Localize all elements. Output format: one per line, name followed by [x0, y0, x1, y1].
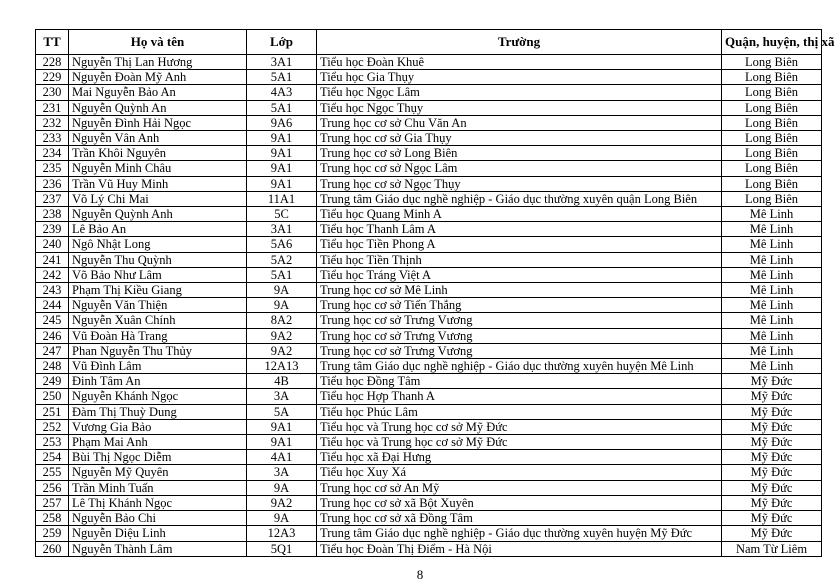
row-number: 250 — [36, 389, 69, 404]
class-cell: 5A1 — [247, 267, 317, 282]
header-name: Họ và tên — [69, 30, 247, 55]
class-cell: 9A2 — [247, 343, 317, 358]
table-row — [36, 70, 822, 85]
school-cell: Trung tâm Giáo dục nghề nghiệp - Giáo dục thường xuyên huyện Mỹ Đức — [317, 526, 722, 541]
school-cell: Trung học cơ sở xã Đồng Tâm — [317, 511, 722, 526]
school-cell: Tiểu học Quang Minh A — [317, 207, 722, 222]
row-number: 252 — [36, 419, 69, 434]
school-cell: Tiểu học Ngọc Lâm — [317, 85, 722, 100]
class-cell: 5Q1 — [247, 541, 317, 556]
class-cell: 5C — [247, 207, 317, 222]
row-number: 259 — [36, 526, 69, 541]
class-cell: 3A1 — [247, 55, 317, 70]
district-cell: Mỹ Đức — [722, 435, 822, 450]
district-cell: Mê Linh — [722, 237, 822, 252]
table-row — [36, 495, 822, 510]
student-name: Lê Thị Khánh Ngọc — [69, 495, 247, 510]
district-cell: Mỹ Đức — [722, 526, 822, 541]
school-cell: Trung tâm Giáo dục nghề nghiệp - Giáo dục thường xuyên quận Long Biên — [317, 191, 722, 206]
district-cell: Mỹ Đức — [722, 450, 822, 465]
table-row — [36, 161, 822, 176]
table-row — [36, 298, 822, 313]
student-name: Nguyễn Diệu Linh — [69, 526, 247, 541]
district-cell: Mê Linh — [722, 313, 822, 328]
table-row — [36, 541, 822, 556]
school-cell: Tiểu học và Trung học cơ sở Mỹ Đức — [317, 435, 722, 450]
district-cell: Mỹ Đức — [722, 495, 822, 510]
row-number: 241 — [36, 252, 69, 267]
class-cell: 4A1 — [247, 450, 317, 465]
table-row — [36, 435, 822, 450]
row-number: 255 — [36, 465, 69, 480]
district-cell: Mỹ Đức — [722, 404, 822, 419]
student-name: Phạm Mai Anh — [69, 435, 247, 450]
table-row — [36, 237, 822, 252]
student-name: Nguyễn Văn Thiện — [69, 298, 247, 313]
student-name: Nguyễn Khánh Ngọc — [69, 389, 247, 404]
district-cell: Mê Linh — [722, 359, 822, 374]
table-row — [36, 511, 822, 526]
table-row — [36, 404, 822, 419]
class-cell: 4B — [247, 374, 317, 389]
row-number: 231 — [36, 100, 69, 115]
table-row — [36, 328, 822, 343]
student-name: Lê Bảo An — [69, 222, 247, 237]
table-row — [36, 252, 822, 267]
school-cell: Trung học cơ sở Tiến Thắng — [317, 298, 722, 313]
school-cell: Trung học cơ sở Chu Văn An — [317, 115, 722, 130]
school-cell: Tiểu học Đồng Tâm — [317, 374, 722, 389]
table-row — [36, 55, 822, 70]
table-row — [36, 100, 822, 115]
class-cell: 5A1 — [247, 100, 317, 115]
district-cell: Long Biên — [722, 100, 822, 115]
student-name: Nguyễn Vân Anh — [69, 131, 247, 146]
header-school: Trường — [317, 30, 722, 55]
school-cell: Tiểu học xã Đại Hưng — [317, 450, 722, 465]
district-cell: Nam Từ Liêm — [722, 541, 822, 556]
class-cell: 9A1 — [247, 131, 317, 146]
student-name: Nguyễn Quỳnh Anh — [69, 207, 247, 222]
table-row — [36, 465, 822, 480]
student-name: Nguyễn Xuân Chính — [69, 313, 247, 328]
district-cell: Mỹ Đức — [722, 480, 822, 495]
district-cell: Mê Linh — [722, 252, 822, 267]
school-cell: Tiểu học Tiền Thịnh — [317, 252, 722, 267]
class-cell: 9A2 — [247, 328, 317, 343]
row-number: 237 — [36, 191, 69, 206]
class-cell: 3A — [247, 389, 317, 404]
student-name: Nguyễn Minh Châu — [69, 161, 247, 176]
school-cell: Trung học cơ sở Ngọc Thụy — [317, 176, 722, 191]
row-number: 228 — [36, 55, 69, 70]
row-number: 235 — [36, 161, 69, 176]
student-name: Nguyễn Đình Hải Ngọc — [69, 115, 247, 130]
student-name: Vương Gia Bảo — [69, 419, 247, 434]
district-cell: Mỹ Đức — [722, 465, 822, 480]
district-cell: Long Biên — [722, 55, 822, 70]
class-cell: 11A1 — [247, 191, 317, 206]
school-cell: Trung học cơ sở Trưng Vương — [317, 343, 722, 358]
district-cell: Mỹ Đức — [722, 419, 822, 434]
row-number: 240 — [36, 237, 69, 252]
row-number: 248 — [36, 359, 69, 374]
class-cell: 12A3 — [247, 526, 317, 541]
class-cell: 9A — [247, 283, 317, 298]
district-cell: Long Biên — [722, 131, 822, 146]
student-name: Trần Minh Tuấn — [69, 480, 247, 495]
student-name: Ngô Nhật Long — [69, 237, 247, 252]
table-row — [36, 191, 822, 206]
student-name: Vũ Đình Lâm — [69, 359, 247, 374]
student-name: Phan Nguyễn Thu Thủy — [69, 343, 247, 358]
class-cell: 3A — [247, 465, 317, 480]
district-cell: Mỹ Đức — [722, 389, 822, 404]
school-cell: Tiểu học Ngọc Thụy — [317, 100, 722, 115]
school-cell: Trung học cơ sở Trưng Vương — [317, 328, 722, 343]
table-row — [36, 283, 822, 298]
class-cell: 9A1 — [247, 176, 317, 191]
row-number: 233 — [36, 131, 69, 146]
student-name: Đàm Thị Thuỳ Dung — [69, 404, 247, 419]
district-cell: Mê Linh — [722, 298, 822, 313]
row-number: 246 — [36, 328, 69, 343]
table-row — [36, 131, 822, 146]
table-row — [36, 374, 822, 389]
table-body — [36, 55, 822, 557]
school-cell: Tiểu học Hợp Thanh A — [317, 389, 722, 404]
class-cell: 5A1 — [247, 70, 317, 85]
student-name: Nguyễn Bảo Chi — [69, 511, 247, 526]
student-name: Mai Nguyễn Bảo An — [69, 85, 247, 100]
class-cell: 5A — [247, 404, 317, 419]
student-name: Trần Vũ Huy Minh — [69, 176, 247, 191]
class-cell: 9A — [247, 480, 317, 495]
district-cell: Mê Linh — [722, 207, 822, 222]
row-number: 257 — [36, 495, 69, 510]
class-cell: 9A1 — [247, 161, 317, 176]
table-row — [36, 359, 822, 374]
row-number: 254 — [36, 450, 69, 465]
student-name: Nguyễn Đoàn Mỹ Anh — [69, 70, 247, 85]
school-cell: Trung học cơ sở xã Bột Xuyên — [317, 495, 722, 510]
district-cell: Long Biên — [722, 70, 822, 85]
district-cell: Mê Linh — [722, 222, 822, 237]
class-cell: 5A2 — [247, 252, 317, 267]
district-cell: Mỹ Đức — [722, 511, 822, 526]
student-name: Nguyễn Thị Lan Hương — [69, 55, 247, 70]
school-cell: Tiểu học Thanh Lâm A — [317, 222, 722, 237]
school-cell: Tiểu học Tiền Phong A — [317, 237, 722, 252]
table-row — [36, 389, 822, 404]
student-name: Nguyễn Mỹ Quyên — [69, 465, 247, 480]
header-district: Quận, huyện, thị xã — [722, 30, 822, 55]
table-row — [36, 526, 822, 541]
student-name: Nguyễn Thu Quỳnh — [69, 252, 247, 267]
district-cell: Long Biên — [722, 146, 822, 161]
table-row — [36, 267, 822, 282]
school-cell: Trung học cơ sở Long Biên — [317, 146, 722, 161]
school-cell: Tiểu học Gia Thụy — [317, 70, 722, 85]
row-number: 251 — [36, 404, 69, 419]
school-cell: Trung tâm Giáo dục nghề nghiệp - Giáo dục thường xuyên huyện Mê Linh — [317, 359, 722, 374]
table-row — [36, 85, 822, 100]
row-number: 247 — [36, 343, 69, 358]
row-number: 260 — [36, 541, 69, 556]
district-cell: Mê Linh — [722, 343, 822, 358]
district-cell: Long Biên — [722, 191, 822, 206]
row-number: 258 — [36, 511, 69, 526]
student-table — [35, 29, 835, 557]
student-name: Đinh Tâm An — [69, 374, 247, 389]
class-cell: 9A1 — [247, 146, 317, 161]
student-name: Vũ Đoàn Hà Trang — [69, 328, 247, 343]
school-cell: Trung học cơ sở Mê Linh — [317, 283, 722, 298]
district-cell: Long Biên — [722, 176, 822, 191]
table-row — [36, 450, 822, 465]
header-class: Lớp — [247, 30, 317, 55]
school-cell: Tiểu học Đoàn Khuê — [317, 55, 722, 70]
row-number: 242 — [36, 267, 69, 282]
class-cell: 9A2 — [247, 495, 317, 510]
class-cell: 8A2 — [247, 313, 317, 328]
class-cell: 9A — [247, 511, 317, 526]
row-number: 232 — [36, 115, 69, 130]
district-cell: Mỹ Đức — [722, 374, 822, 389]
row-number: 234 — [36, 146, 69, 161]
student-name: Trần Khôi Nguyên — [69, 146, 247, 161]
school-cell: Trung học cơ sở Ngọc Lâm — [317, 161, 722, 176]
table-row — [36, 222, 822, 237]
table-row — [36, 313, 822, 328]
row-number: 256 — [36, 480, 69, 495]
district-cell: Mê Linh — [722, 283, 822, 298]
school-cell: Tiểu học Phúc Lâm — [317, 404, 722, 419]
class-cell: 3A1 — [247, 222, 317, 237]
table-header-row — [36, 30, 822, 55]
table-row — [36, 115, 822, 130]
student-name: Võ Lý Chi Mai — [69, 191, 247, 206]
class-cell: 9A — [247, 298, 317, 313]
student-name: Võ Bảo Như Lâm — [69, 267, 247, 282]
student-name: Nguyễn Thành Lâm — [69, 541, 247, 556]
district-cell: Mê Linh — [722, 267, 822, 282]
class-cell: 9A1 — [247, 419, 317, 434]
school-cell: Tiểu học Đoàn Thị Điểm - Hà Nội — [317, 541, 722, 556]
school-cell: Tiểu học và Trung học cơ sở Mỹ Đức — [317, 419, 722, 434]
class-cell: 12A13 — [247, 359, 317, 374]
district-cell: Long Biên — [722, 115, 822, 130]
class-cell: 9A1 — [247, 435, 317, 450]
class-cell: 9A6 — [247, 115, 317, 130]
row-number: 229 — [36, 70, 69, 85]
page-number: 8 — [416, 567, 424, 582]
table-row — [36, 419, 822, 434]
row-number: 243 — [36, 283, 69, 298]
class-cell: 5A6 — [247, 237, 317, 252]
row-number: 249 — [36, 374, 69, 389]
header-tt: TT — [36, 30, 69, 55]
row-number: 253 — [36, 435, 69, 450]
district-cell: Mê Linh — [722, 328, 822, 343]
school-cell: Trung học cơ sở An Mỹ — [317, 480, 722, 495]
school-cell: Tiểu học Xuy Xá — [317, 465, 722, 480]
district-cell: Long Biên — [722, 161, 822, 176]
table-row — [36, 176, 822, 191]
row-number: 245 — [36, 313, 69, 328]
row-number: 230 — [36, 85, 69, 100]
school-cell: Trung học cơ sở Trưng Vương — [317, 313, 722, 328]
table-row — [36, 480, 822, 495]
row-number: 236 — [36, 176, 69, 191]
table-row — [36, 343, 822, 358]
school-cell: Trung học cơ sở Gia Thụy — [317, 131, 722, 146]
row-number: 244 — [36, 298, 69, 313]
row-number: 238 — [36, 207, 69, 222]
student-name: Nguyễn Quỳnh An — [69, 100, 247, 115]
class-cell: 4A3 — [247, 85, 317, 100]
table-row — [36, 207, 822, 222]
student-name: Phạm Thị Kiều Giang — [69, 283, 247, 298]
student-name: Bùi Thị Ngọc Diễm — [69, 450, 247, 465]
row-number: 239 — [36, 222, 69, 237]
school-cell: Tiểu học Tráng Việt A — [317, 267, 722, 282]
district-cell: Long Biên — [722, 85, 822, 100]
table-row — [36, 146, 822, 161]
